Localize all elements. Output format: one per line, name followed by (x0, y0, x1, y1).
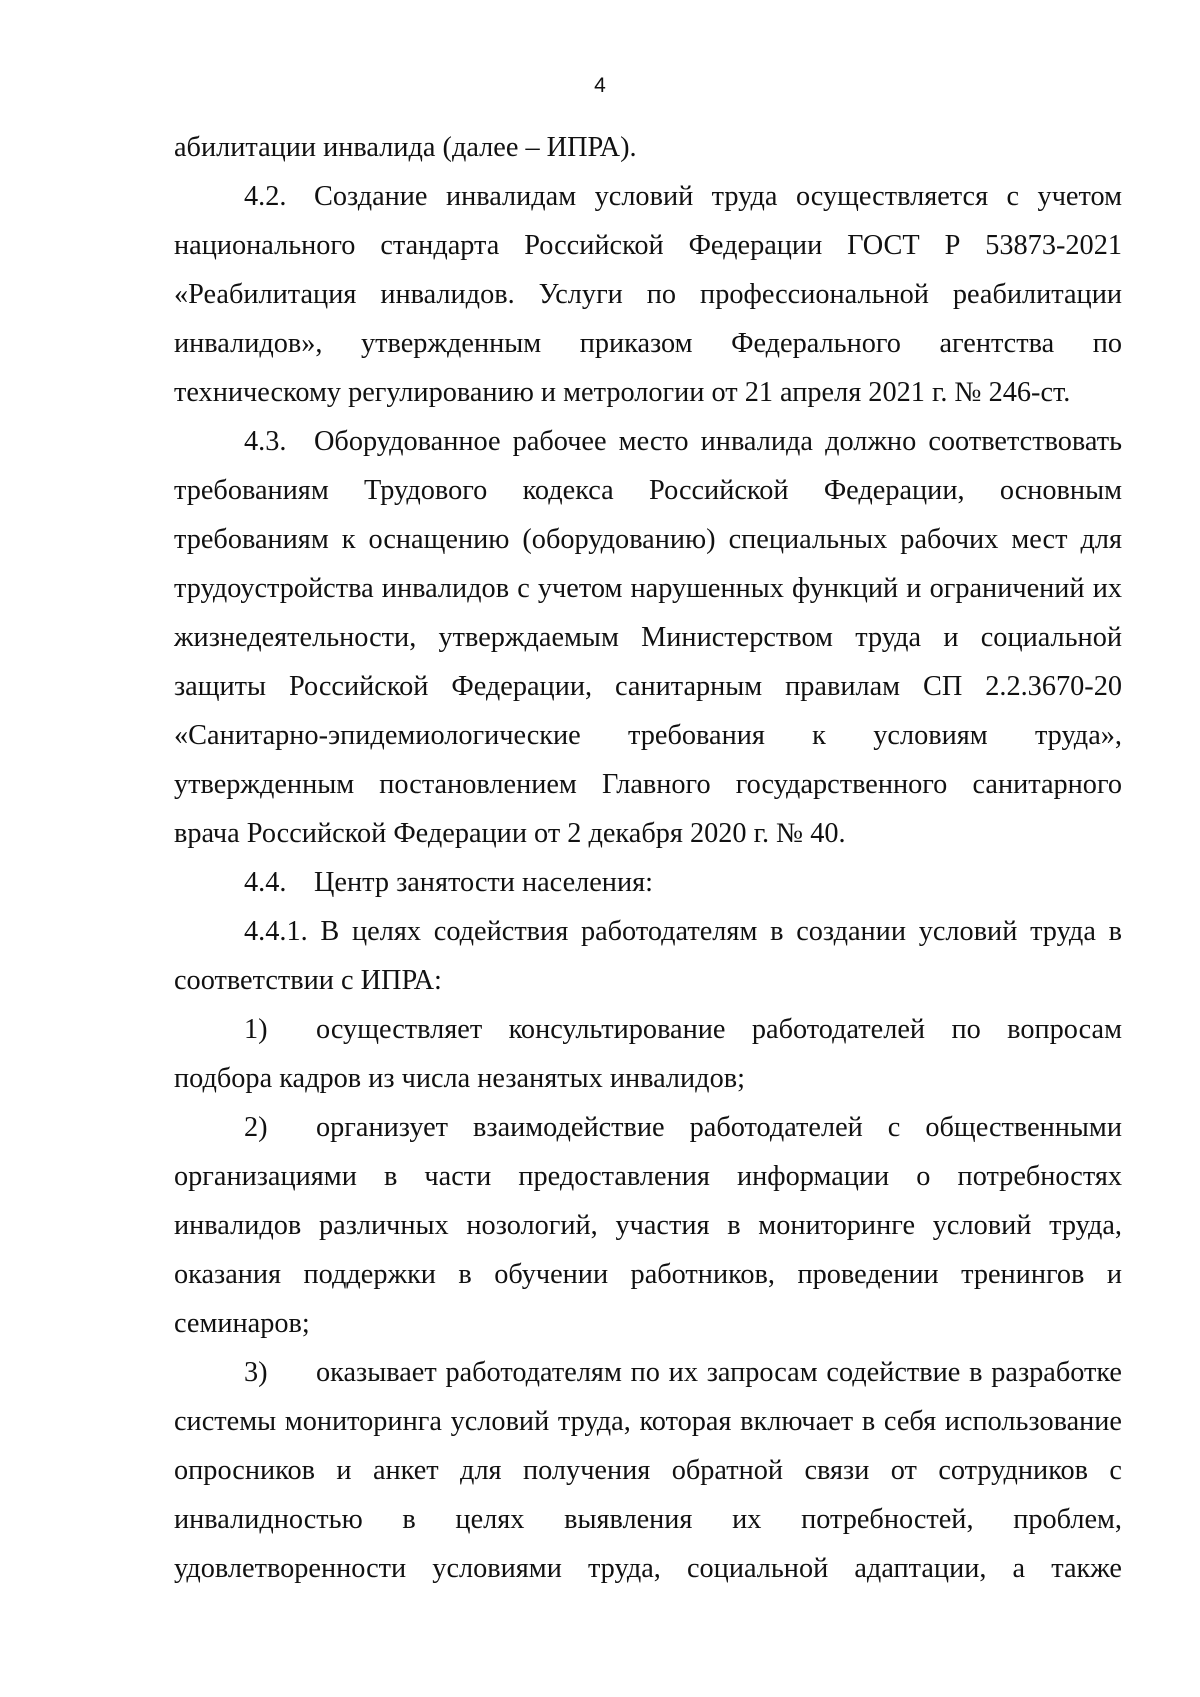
list-number: 2) (244, 1112, 268, 1143)
list-item-1 (174, 1005, 1122, 1103)
list-item-text: организует взаимодействие работодателей с общественными организациями в части предоставления информации о потребностях инвалидов различных нозологий, участия в мониторинге условий труда, оказания поддержки в обучении работников, проведении тренингов и семинаров; (174, 1112, 1122, 1339)
clause-number: 4.3. (244, 426, 287, 457)
document-body (174, 123, 1122, 1593)
paragraph-text: Создание инвалидам условий труда осуществляется с учетом национального стандарта Российской Федерации ГОСТ Р 53873-2021 «Реабилитация инвалидов. Услуги по профессиональной реабилитации инвалидов», утвержденным приказом Федерального агентства по техническому регулированию и метрологии от 21 апреля 2021 г. № 246-ст. (174, 181, 1122, 408)
list-item-text: осуществляет консультирование работодателей по вопросам подбора кадров из числа незанятых инвалидов; (174, 1014, 1122, 1094)
paragraph-text: Центр занятости населения: (314, 867, 653, 898)
paragraph-text: Оборудованное рабочее место инвалида должно соответствовать требованиям Трудового кодекса Российской Федерации, основным требованиям к оснащению (оборудованию) специальных рабочих мест для трудоустройства инвалидов с учетом нарушенных функций и ограничений их жизнедеятельности, утверждаемым Министерством труда и социальной защиты Российской Федерации, санитарным правилам СП 2.2.3670-20 «Санитарно-эпидемиологические требования к условиям труда», утвержденным постановлением Главного государственного санитарного врача Российской Федерации от 2 декабря 2020 г. № 40. (174, 426, 1122, 849)
list-item-text: оказывает работодателям по их запросам содействие в разработке системы мониторинга условий труда, которая включает в себя использование опросников и анкет для получения обратной связи от сотрудников с инвалидностью в целях выявления их потребностей, проблем, удовлетворенности условиями труда, социальной адаптации, а также (174, 1357, 1122, 1584)
list-number: 3) (244, 1357, 268, 1388)
paragraph-continuation: абилитации инвалида (далее – ИПРА). (174, 132, 637, 163)
clause-number: 4.4. (244, 867, 287, 898)
paragraph-4-2 (174, 172, 1122, 417)
clause-number: 4.2. (244, 181, 287, 212)
list-item-3 (174, 1348, 1122, 1593)
paragraph-4-4-1: 4.4.1. В целях содействия работодателям в создании условий труда в соответствии с ИПРА: (174, 916, 1122, 996)
list-item-2 (174, 1103, 1122, 1348)
paragraph-4-3 (174, 417, 1122, 858)
page-number: 4 (594, 74, 606, 97)
list-number: 1) (244, 1014, 268, 1045)
paragraph-4-4 (174, 858, 1122, 907)
